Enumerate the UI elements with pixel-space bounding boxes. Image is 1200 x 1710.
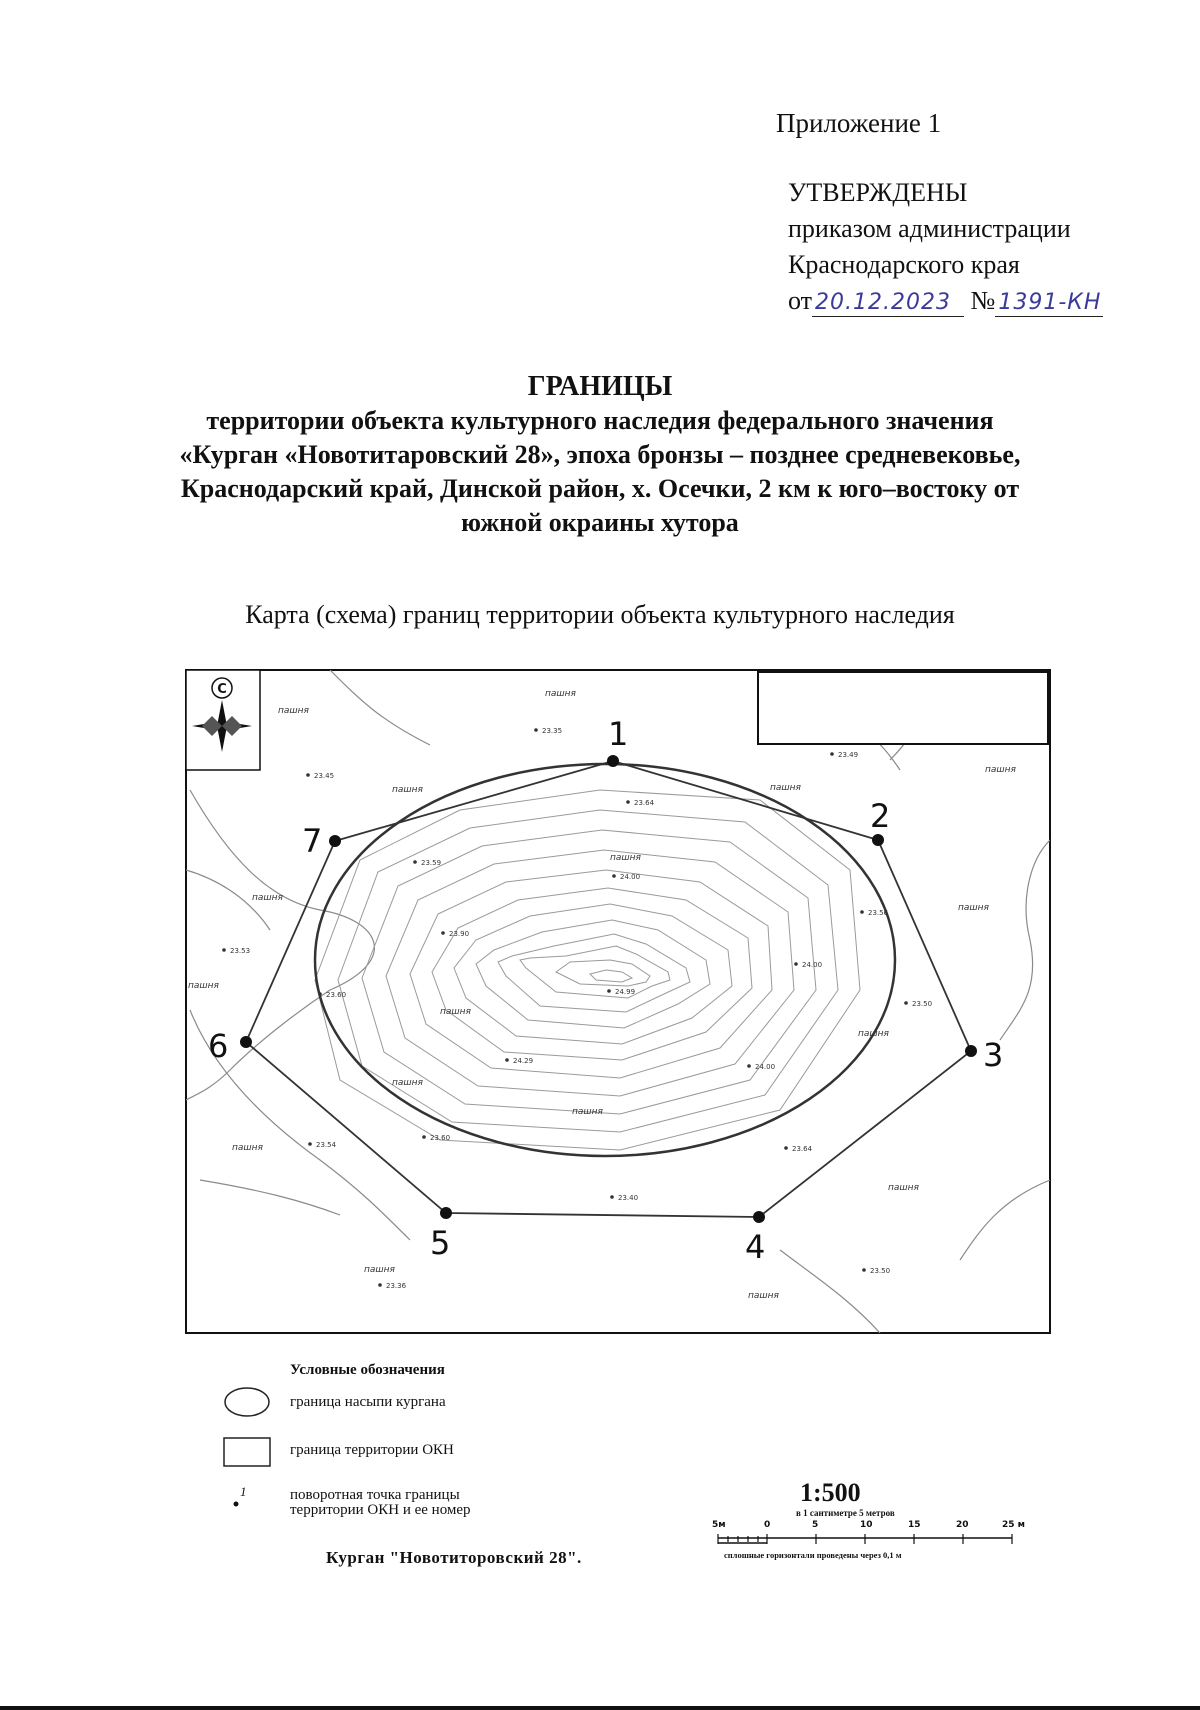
elevation-label: 23.49 (838, 751, 859, 759)
approval-line-2: приказом администрации (788, 214, 1071, 243)
appendix-label: Приложение 1 (776, 108, 942, 138)
turning-point-2 (872, 834, 884, 846)
legend-point-number: 1 (240, 1484, 247, 1499)
date-prefix: от (788, 286, 813, 315)
scan-edge-line (0, 1706, 1200, 1710)
scale-ticks (710, 1520, 1030, 1532)
point-label-5: 5 (430, 1224, 451, 1262)
field-label: пашня (392, 785, 423, 795)
elevation-label: 23.36 (386, 1282, 407, 1290)
elevation-label: 23.50 (912, 1000, 933, 1008)
elevation-label: 23.45 (314, 772, 335, 780)
scale-note: в 1 сантиметре 5 метров (796, 1508, 895, 1518)
point-label-1: 1 (608, 715, 629, 753)
elevation-label: 23.60 (430, 1134, 451, 1142)
scale-ratio: 1:500 (800, 1478, 861, 1507)
field-label: пашня (392, 1078, 423, 1088)
elevation-label: 24.00 (620, 873, 641, 881)
field-label: пашня (545, 689, 576, 699)
field-label: пашня (610, 853, 641, 863)
legend-point-line-1: поворотная точка границы (290, 1487, 460, 1503)
elevation-label: 23.59 (421, 859, 442, 867)
elevation-label: 23.35 (542, 727, 563, 735)
scale-tick: 5м (712, 1520, 726, 1530)
map-inset-box (758, 672, 1048, 744)
legend-item-mound: граница насыпи кургана (290, 1394, 446, 1410)
map-subtitle: Карта (схема) границ территории объекта культурного наследия (245, 600, 955, 629)
title-line-4: южной окраины хутора (461, 508, 739, 537)
number-prefix: № (970, 286, 996, 315)
turning-point-6 (240, 1036, 252, 1048)
scale-tick: 10 (860, 1520, 873, 1530)
field-label: пашня (888, 1183, 919, 1193)
map-caption: Курган "Новотиторовский 28". (326, 1548, 582, 1567)
elevation-label: 23.54 (316, 1141, 337, 1149)
date-value: 20.12.2023 (812, 290, 964, 317)
document-title (0, 370, 1200, 540)
compass-letter: С (217, 682, 227, 697)
elevation-label: 23.56 (868, 909, 889, 917)
turning-point-7 (329, 835, 341, 847)
elevation-label: 24.00 (755, 1063, 776, 1071)
boundary-map (184, 668, 1052, 1335)
title-main: ГРАНИЦЫ (527, 371, 673, 402)
scale-tick: 25 м (1002, 1520, 1026, 1530)
point-label-6: 6 (208, 1027, 229, 1065)
compass-rose (186, 670, 260, 770)
turning-point-1 (607, 755, 619, 767)
field-label: пашня (858, 1029, 889, 1039)
elevation-label: 23.40 (618, 1194, 639, 1202)
point-label-3: 3 (983, 1036, 1004, 1074)
field-label: пашня (278, 706, 309, 716)
elevation-label: 23.53 (230, 947, 251, 955)
turning-point-3 (965, 1045, 977, 1057)
legend-rectangle-icon (220, 1434, 274, 1470)
scale-bar (710, 1534, 1030, 1546)
point-label-2: 2 (870, 797, 891, 835)
elevation-label: 24.00 (802, 961, 823, 969)
elevation-label: 24.29 (513, 1057, 534, 1065)
elevation-label: 23.64 (634, 799, 655, 807)
number-value: 1391-КН (995, 290, 1103, 317)
elevation-label: 23.50 (870, 1267, 891, 1275)
approved-heading: УТВЕРЖДЕНЫ (788, 178, 968, 207)
field-label: пашня (748, 1291, 779, 1301)
turning-point-5 (440, 1207, 452, 1219)
approval-line-3: Краснодарского края (788, 250, 1020, 279)
legend-item-point (290, 1488, 471, 1518)
title-line-2: «Курган «Новотитаровский 28», эпоха бронзы – позднее средневековье, (179, 440, 1021, 469)
legend-point-icon (232, 1500, 242, 1510)
field-label: пашня (985, 765, 1016, 775)
field-label: пашня (572, 1107, 603, 1117)
scale-tick: 0 (764, 1520, 771, 1530)
field-label: пашня (770, 783, 801, 793)
point-label-4: 4 (745, 1228, 766, 1266)
approval-block (788, 175, 1103, 319)
legend-point-line-2: территории ОКН и ее номер (290, 1502, 471, 1518)
field-label: пашня (364, 1265, 395, 1275)
legend-title: Условные обозначения (290, 1362, 445, 1378)
scale-tick: 20 (956, 1520, 969, 1530)
field-label: пашня (252, 893, 283, 903)
field-label: пашня (440, 1007, 471, 1017)
point-label-7: 7 (302, 822, 323, 860)
elevation-label: 23.60 (326, 991, 347, 999)
field-label: пашня (958, 903, 989, 913)
elevation-label: 23.64 (792, 1145, 813, 1153)
title-line-1: территории объекта культурного наследия федерального значения (206, 406, 994, 435)
turning-point-4 (753, 1211, 765, 1223)
title-line-3: Краснодарский край, Динской район, х. Осечки, 2 км к юго–востоку от (180, 474, 1020, 503)
legend-ellipse-icon (220, 1384, 274, 1420)
legend-item-okn: граница территории ОКН (290, 1442, 454, 1458)
elevation-label: 24.99 (615, 988, 636, 996)
scale-contours-note: сплошные горизонтали проведены через 0,1 м (724, 1550, 902, 1560)
field-label: пашня (188, 981, 219, 991)
elevation-label: 23.90 (449, 930, 470, 938)
field-label: пашня (232, 1143, 263, 1153)
scale-tick: 5 (812, 1520, 819, 1530)
approval-date-line (788, 283, 1103, 319)
scale-tick: 15 (908, 1520, 921, 1530)
